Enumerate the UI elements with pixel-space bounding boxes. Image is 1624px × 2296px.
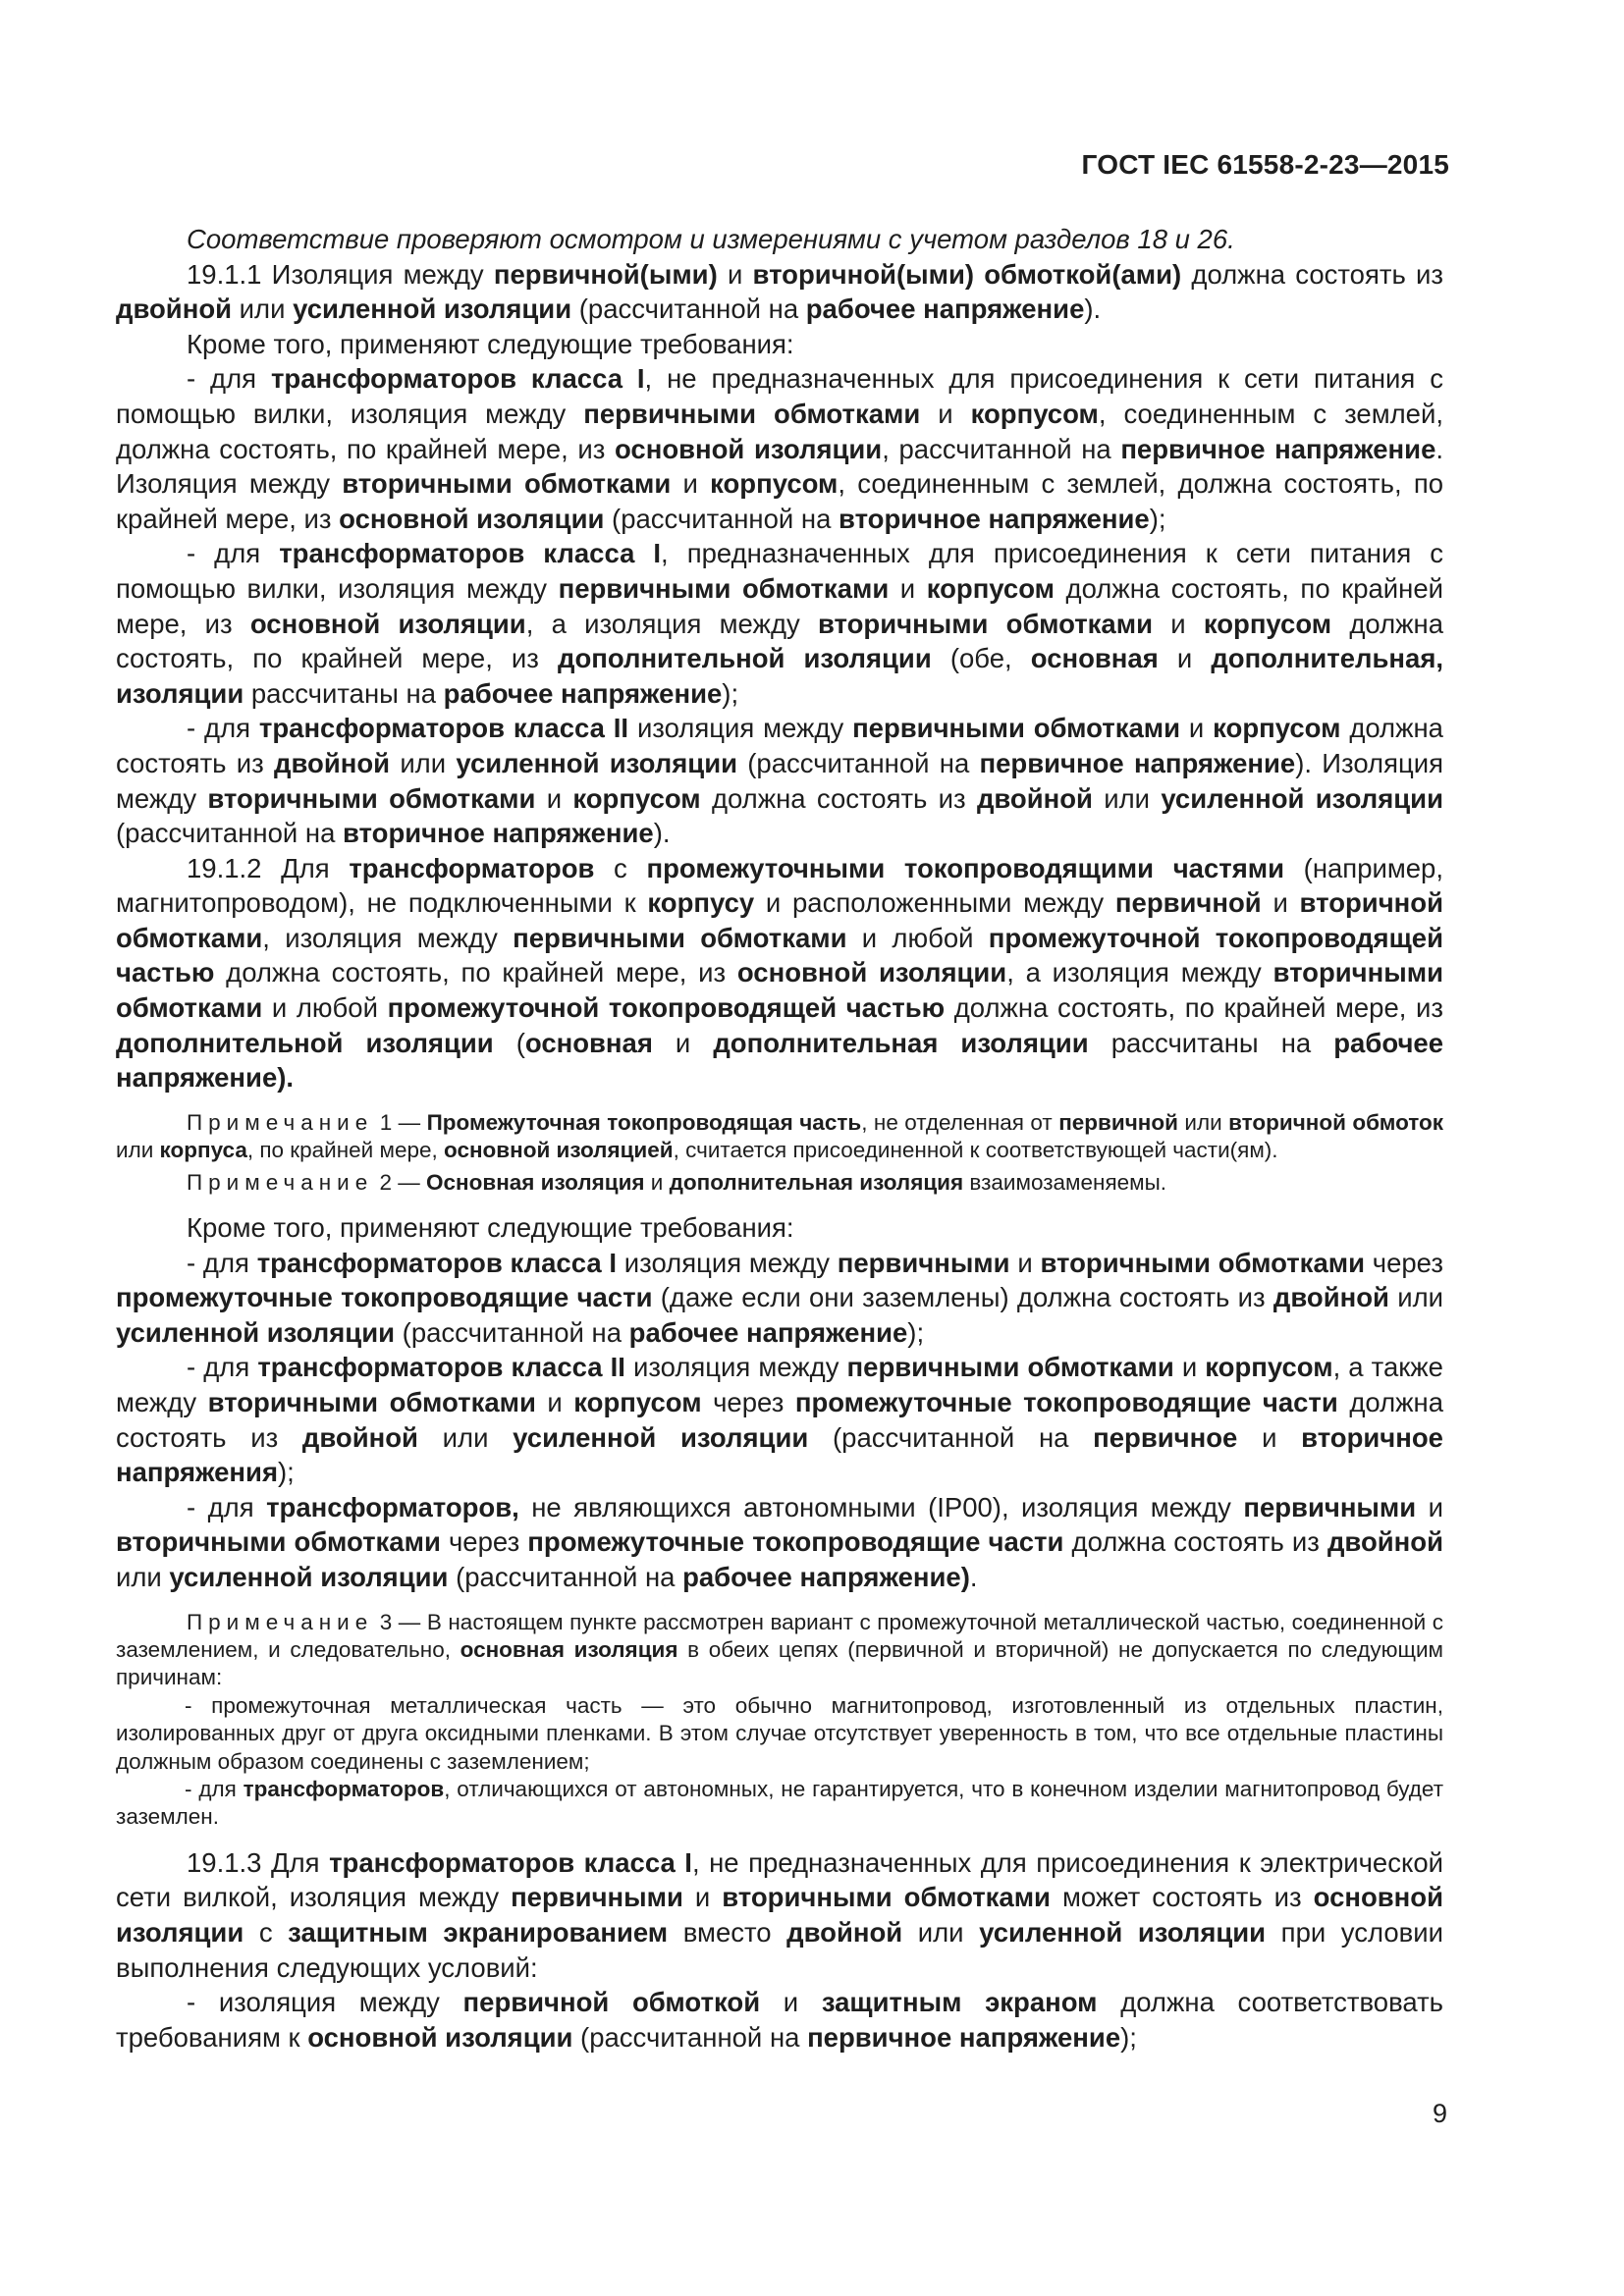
- note-3: Примечание 3 — В настоящем пункте рассмотрен вариант с промежуточной металлической частью, соединенной с заземлением, и следовательно, основная изоляция в обеих цепях (первичной и вторичной) не допускается по следующим причинам:: [116, 1609, 1444, 1690]
- list-item: - для трансформаторов класса II изоляция между первичными обмотками и корпусом должна состоять из двойной или усиленной изоляции (рассчитанной на первичное напряжение). Изоляция между вторичными обмотками и корпусом должна состоять из двойной или усиленной изоляции (рассчитанной на вторичное напряжение).: [116, 713, 1443, 849]
- list-item: - для трансформаторов класса I, не предназначенных для присоединения к сети питания с помощью вилки, изоляция между первичными обмотками и корпусом, соединенным с землей, должна состоять, по крайней мере, из основной изоляции, рассчитанной на первичное напряжение. Изоляция между вторичными обмотками и корпусом, соединенным с землей, должна состоять, по крайней мере, из основной изоляции (рассчитанной на вторичное напряжение);: [116, 363, 1444, 534]
- paragraph: Кроме того, применяют следующие требования:: [187, 1212, 794, 1244]
- clause-19-1-3: 19.1.3 Для трансформаторов класса I, не предназначенных для присоединения к электрической сети вилкой, изоляция между первичными и вторичными обмотками может состоять из основной изоляции с защитным экранированием вместо двойной или усиленной изоляции при условии выполнения следующих условий:: [116, 1846, 1443, 1983]
- note-1: Примечание 1 — Промежуточная токопроводящая часть, не отделенная от первичной или вторичной обмоток или корпуса, по крайней мере, основной изоляцией, считается присоединенной к соответствующей части(ям).: [116, 1109, 1443, 1163]
- list-item: - для трансформаторов класса I, предназначенных для присоединения к сети питания с помощью вилки, изоляция между первичными обмотками и корпусом должна состоять, по крайней мере, из основной изоляции, а изоляция между вторичными обмотками и корпусом должна состоять, по крайней мере, из дополнительной изоляции (обе, основная и дополнительная, изоляции рассчитаны на рабочее напряжение);: [116, 538, 1444, 709]
- paragraph: Соответствие проверяют осмотром и измерениями с учетом разделов 18 и 26.: [187, 224, 1235, 254]
- list-item: - для трансформаторов класса II изоляция между первичными обмотками и корпусом, а также между вторичными обмотками и корпусом через промежуточные токопроводящие части должна состоять из двойной или усиленной изоляции (рассчитанной на первичное и вторичное напряжения);: [116, 1352, 1443, 1488]
- list-item: - изоляция между первичной обмоткой и защитным экраном должна соответствовать требованиям к основной изоляции (рассчитанной на первичное напряжение);: [116, 1987, 1443, 2053]
- note-2: Примечание 2 — Основная изоляция и дополнительная изоляция взаимозаменяемы.: [187, 1169, 1167, 1195]
- standard-header: ГОСТ IEC 61558-2-23—2015: [1081, 149, 1449, 180]
- note-3-item: - промежуточная металлическая часть — это обычно магнитопровод, изготовленный из отдельных пластин, изолированных друг от друга оксидными пленками. В этом случае отсутствует уверенность в том, что все отдельные пластины должным образом соединены с заземлением;: [116, 1692, 1443, 1774]
- note-3-item: - для трансформаторов, отличающихся от автономных, не гарантируется, что в конечном изделии магнитопровод будет заземлен.: [116, 1777, 1444, 1830]
- paragraph: Кроме того, применяют следующие требования:: [187, 328, 794, 359]
- clause-19-1-1: 19.1.1 Изоляция между первичной(ыми) и вторичной(ыми) обмоткой(ами) должна состоять из двойной или усиленной изоляции (рассчитанной на рабочее напряжение).: [116, 258, 1443, 325]
- clause-19-1-2: 19.1.2 Для трансформаторов с промежуточными токопроводящими частями (например, магнитопроводом), не подключенными к корпусу и расположенными между первичной и вторичной обмотками, изоляция между первичными обмотками и любой промежуточной токопроводящей частью должна состоять, по крайней мере, из основной изоляции, а изоляция между вторичными обмотками и любой промежуточной токопроводящей частью должна состоять, по крайней мере, из дополнительной изоляции (основная и дополнительная изоляции рассчитаны на рабочее напряжение).: [116, 852, 1444, 1094]
- page-number: 9: [1432, 2099, 1447, 2128]
- list-item: - для трансформаторов, не являющихся автономными (IP00), изоляция между первичными и вторичными обмотками через промежуточные токопроводящие части должна состоять из двойной или усиленной изоляции (рассчитанной на рабочее напряжение).: [116, 1491, 1443, 1592]
- list-item: - для трансформаторов класса I изоляция между первичными и вторичными обмотками через промежуточные токопроводящие части (даже если они заземлены) должна состоять из двойной или усиленной изоляции (рассчитанной на рабочее напряжение);: [116, 1247, 1443, 1348]
- document-body: [116, 222, 1443, 2055]
